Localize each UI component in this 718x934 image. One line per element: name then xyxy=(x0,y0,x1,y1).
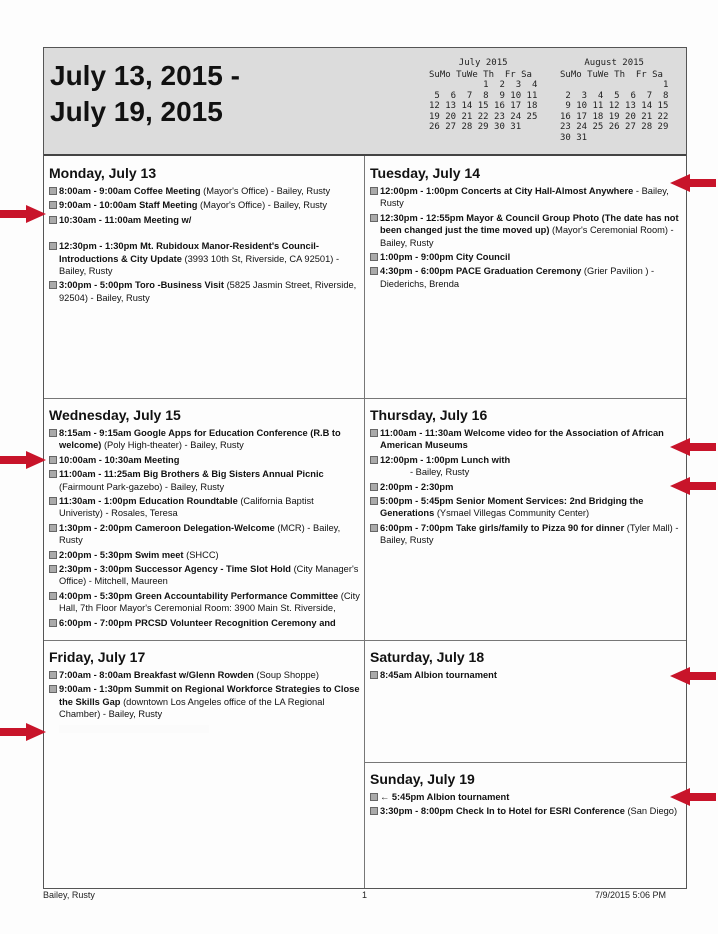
event-title: 5:00pm - 5:45pm Senior Moment Services: 2nd Bridging the Generations xyxy=(380,496,644,519)
mini-calendar-august xyxy=(560,58,668,143)
mini-calendar-month: August 2015 xyxy=(584,58,644,68)
event-title: 9:00am - 1:30pm Summit on Regional Workforce Strategies to Close the Skills Gap xyxy=(59,684,360,707)
event-details: - Bailey, Rusty xyxy=(380,186,669,209)
calendar-event[interactable] xyxy=(370,805,682,817)
red-arrow-icon xyxy=(670,174,716,192)
calendar-event[interactable] xyxy=(49,454,360,466)
event-details: (Soup Shoppe) xyxy=(253,670,319,680)
event-details: (Tyler Mall) - Bailey, Rusty xyxy=(380,522,679,546)
calendar-event[interactable] xyxy=(49,199,360,211)
red-arrow-icon xyxy=(670,788,716,806)
week-title xyxy=(50,58,240,130)
appointment-icon xyxy=(49,551,57,559)
mini-calendar-row: 23 24 25 26 27 28 29 xyxy=(560,122,669,132)
event-title: 8:15am - 9:15am Google Apps for Education Conference (R.B to welcome) xyxy=(59,428,341,451)
event-title: 11:00am - 11:30am Welcome video for the Association of African American Museums xyxy=(380,428,664,451)
event-title: 2:30pm - 3:00pm Successor Agency - Time Slot Hold xyxy=(59,564,291,575)
event-details: (Grier Pavilion ) - Diederichs, Brenda xyxy=(380,266,655,289)
row-divider xyxy=(365,762,686,763)
appointment-icon xyxy=(49,497,57,505)
appointment-icon xyxy=(49,281,57,289)
day-cell-thursday xyxy=(365,402,686,640)
event-details: (California Baptist Univeristy) - Rosales, Teresa xyxy=(59,496,314,519)
row-divider xyxy=(44,398,686,399)
day-heading: Thursday, July 16 xyxy=(370,407,488,423)
calendar-event[interactable] xyxy=(49,185,360,197)
day-cell-wednesday xyxy=(44,402,364,640)
day-cell-saturday xyxy=(365,644,686,762)
event-details: (City Hall, 7th Floor Mayor's Ceremonial Room: 3900 Main St. Riverside, xyxy=(59,590,360,614)
row-divider xyxy=(44,640,686,641)
calendar-event[interactable] xyxy=(49,563,360,588)
calendar-event[interactable] xyxy=(49,279,360,304)
red-arrow-icon xyxy=(0,451,46,469)
redacted-text xyxy=(59,725,209,733)
footer-owner: Bailey, Rusty xyxy=(43,890,95,900)
appointment-icon xyxy=(49,524,57,532)
day-heading: Sunday, July 19 xyxy=(370,771,475,787)
event-title: 12:00pm - 1:00pm Concerts at City Hall-Almost Anywhere xyxy=(380,186,634,196)
event-title: 10:30am - 11:00am Meeting w/ xyxy=(59,214,192,225)
calendar-event[interactable] xyxy=(49,669,360,681)
appointment-icon xyxy=(370,456,378,464)
mini-calendar-row: 30 31 xyxy=(560,132,588,143)
appointment-icon xyxy=(49,685,57,693)
day-heading: Saturday, July 18 xyxy=(370,649,485,665)
calendar-event[interactable] xyxy=(370,427,682,452)
appointment-icon xyxy=(370,524,378,532)
calendar-event[interactable] xyxy=(49,590,360,615)
mini-calendar-row: 2 3 4 5 6 7 8 xyxy=(560,90,669,101)
mini-calendar-row: 12 13 14 15 16 17 18 xyxy=(429,101,538,111)
calendar-event[interactable] xyxy=(370,791,682,803)
calendar-event[interactable] xyxy=(370,481,682,493)
event-details: (Ysmael Villegas Community Center) xyxy=(434,508,590,519)
calendar-event-redacted[interactable] xyxy=(49,723,360,735)
appointment-icon xyxy=(49,187,57,195)
calendar-event[interactable] xyxy=(49,617,360,629)
red-arrow-icon xyxy=(0,205,46,223)
event-title: ← 5:45pm Albion tournament xyxy=(380,792,510,802)
appointment-icon xyxy=(49,201,57,209)
appointment-icon xyxy=(49,216,57,224)
event-title: 6:00pm - 7:00pm PRCSD Volunteer Recognition Ceremony and xyxy=(59,617,336,628)
event-details: (Poly High-theater) - Bailey, Rusty xyxy=(101,440,244,451)
day-cell-tuesday xyxy=(365,160,686,398)
appointment-icon xyxy=(370,267,378,275)
mini-calendar-row: 9 10 11 12 13 14 15 xyxy=(560,101,669,111)
appointment-icon xyxy=(370,497,378,505)
event-title: 12:30pm - 1:30pm Mt. Rubidoux Manor-Resident's Council-Introductions & City Update xyxy=(59,241,319,264)
calendar-event[interactable] xyxy=(370,212,682,249)
event-title: 1:30pm - 2:00pm Cameroon Delegation-Welcome xyxy=(59,522,275,533)
week-header xyxy=(44,48,686,156)
event-details: (SHCC) xyxy=(183,549,219,560)
calendar-event[interactable] xyxy=(49,495,360,520)
week-title-line1: July 13, 2015 - xyxy=(50,60,240,91)
event-title: 12:30pm - 12:55pm Mayor & Council Group Photo (The date has not been changed just the time moved up) xyxy=(380,212,679,236)
mini-calendar-days: SuMo TuWe Th Fr Sa xyxy=(560,69,663,80)
calendar-event[interactable] xyxy=(49,549,360,561)
mini-calendar-row: 1 2 3 4 xyxy=(429,80,538,90)
day-cell-monday xyxy=(44,160,364,398)
event-title: 4:30pm - 6:00pm PACE Graduation Ceremony xyxy=(380,266,582,277)
event-details: (Mayor's Ceremonial Room) - Bailey, Rusty xyxy=(380,225,674,248)
appointment-icon xyxy=(370,429,378,437)
event-details: (San Diego) xyxy=(624,806,678,817)
appointment-icon xyxy=(49,592,57,600)
mini-calendar-row: 16 17 18 19 20 21 22 xyxy=(560,111,669,122)
event-title: 11:30am - 1:00pm Education Roundtable xyxy=(59,496,238,507)
mini-calendar-row: 1 xyxy=(560,80,669,90)
appointment-icon xyxy=(49,619,57,627)
event-title: 3:00pm - 5:00pm Toro -Business Visit xyxy=(59,280,224,291)
event-details: (3993 10th St, Riverside, CA 92501) - Bailey, Rusty xyxy=(59,253,340,277)
appointment-icon xyxy=(370,793,378,801)
mini-calendar-row: 19 20 21 22 23 24 25 xyxy=(429,111,538,122)
appointment-icon xyxy=(370,483,378,491)
event-title: 3:30pm - 8:00pm Check In to Hotel for ESRI Conference xyxy=(380,806,625,817)
calendar-event[interactable] xyxy=(49,468,360,493)
appointment-icon xyxy=(370,187,378,195)
red-arrow-icon xyxy=(0,723,46,741)
day-cell-friday xyxy=(44,644,364,888)
event-title: 6:00pm - 7:00pm Take girls/family to Pizza 90 for dinner xyxy=(380,522,625,533)
day-cell-sunday xyxy=(365,766,686,888)
calendar-event[interactable] xyxy=(370,495,682,520)
event-details: (MCR) - Bailey, Rusty xyxy=(59,522,341,546)
appointment-icon xyxy=(49,671,57,679)
day-heading: Friday, July 17 xyxy=(49,649,146,665)
footer-page-number: 1 xyxy=(362,890,368,900)
calendar-event[interactable] xyxy=(49,240,360,277)
mini-calendar-month: July 2015 xyxy=(458,58,508,68)
event-title: 9:00am - 10:00am Staff Meeting xyxy=(59,200,198,211)
appointment-icon xyxy=(370,671,378,679)
calendar-event[interactable] xyxy=(49,522,360,547)
appointment-icon xyxy=(49,565,57,573)
day-heading: Wednesday, July 15 xyxy=(49,407,181,423)
calendar-page xyxy=(43,47,687,889)
week-title-line2: July 19, 2015 xyxy=(50,96,223,127)
footer-print-date: 7/9/2015 5:06 PM xyxy=(595,890,667,900)
calendar-event[interactable] xyxy=(49,683,360,720)
event-title: 11:00am - 11:25am Big Brothers & Big Sisters Annual Picnic xyxy=(59,469,324,480)
appointment-icon xyxy=(49,429,57,437)
appointment-icon xyxy=(370,253,378,261)
event-details: (City Manager's Office) - Mitchell, Maureen xyxy=(59,564,359,587)
calendar-event[interactable] xyxy=(370,669,682,681)
event-details: - Bailey, Rusty xyxy=(410,467,470,478)
red-arrow-icon xyxy=(670,477,716,495)
appointment-icon xyxy=(49,242,57,250)
event-title: 7:00am - 8:00am Breakfast w/Glenn Rowden xyxy=(59,670,254,680)
mini-calendar-row: 5 6 7 8 9 10 11 xyxy=(429,90,538,101)
event-details: (5825 Jasmin Street, Riverside, 92504) - Bailey, Rusty xyxy=(59,280,357,303)
event-title: 1:00pm - 9:00pm City Council xyxy=(380,252,511,263)
appointment-icon xyxy=(370,214,378,222)
event-title: 2:00pm - 2:30pm xyxy=(380,481,454,492)
day-heading: Monday, July 13 xyxy=(49,165,157,181)
event-title: 8:00am - 9:00am Coffee Meeting xyxy=(59,186,201,196)
calendar-event[interactable] xyxy=(49,427,360,452)
calendar-event[interactable] xyxy=(370,265,682,290)
calendar-event[interactable] xyxy=(370,185,682,210)
event-details: (Fairmount Park-gazebo) - Bailey, Rusty xyxy=(59,481,225,492)
event-title: 10:00am - 10:30am Meeting xyxy=(59,454,180,465)
red-arrow-icon xyxy=(670,438,716,456)
event-title: 2:00pm - 5:30pm Swim meet xyxy=(59,549,184,560)
calendar-event[interactable] xyxy=(49,214,360,226)
calendar-event[interactable] xyxy=(370,454,682,479)
event-title: 4:00pm - 5:30pm Green Accountability Performance Committee xyxy=(59,590,339,601)
appointment-icon xyxy=(49,470,57,478)
appointment-icon xyxy=(49,456,57,464)
event-title: 8:45am Albion tournament xyxy=(380,670,497,680)
event-details: (Mayor's Office) - Bailey, Rusty xyxy=(197,200,328,211)
event-title: 12:00pm - 1:00pm Lunch with xyxy=(380,454,511,465)
event-details: (Mayor's Office) - Bailey, Rusty xyxy=(200,186,331,196)
red-arrow-icon xyxy=(670,667,716,685)
mini-calendar-days: SuMo TuWe Th Fr Sa xyxy=(429,69,532,80)
event-details: (downtown Los Angeles office of the LA Regional Chamber) - Bailey, Rusty xyxy=(59,696,325,720)
calendar-event[interactable] xyxy=(370,522,682,547)
appointment-icon xyxy=(370,807,378,815)
mini-calendar-row: 26 27 28 29 30 31 xyxy=(429,122,522,132)
day-heading: Tuesday, July 14 xyxy=(370,165,480,181)
calendar-event[interactable] xyxy=(370,251,682,263)
mini-calendar-july xyxy=(429,58,537,133)
